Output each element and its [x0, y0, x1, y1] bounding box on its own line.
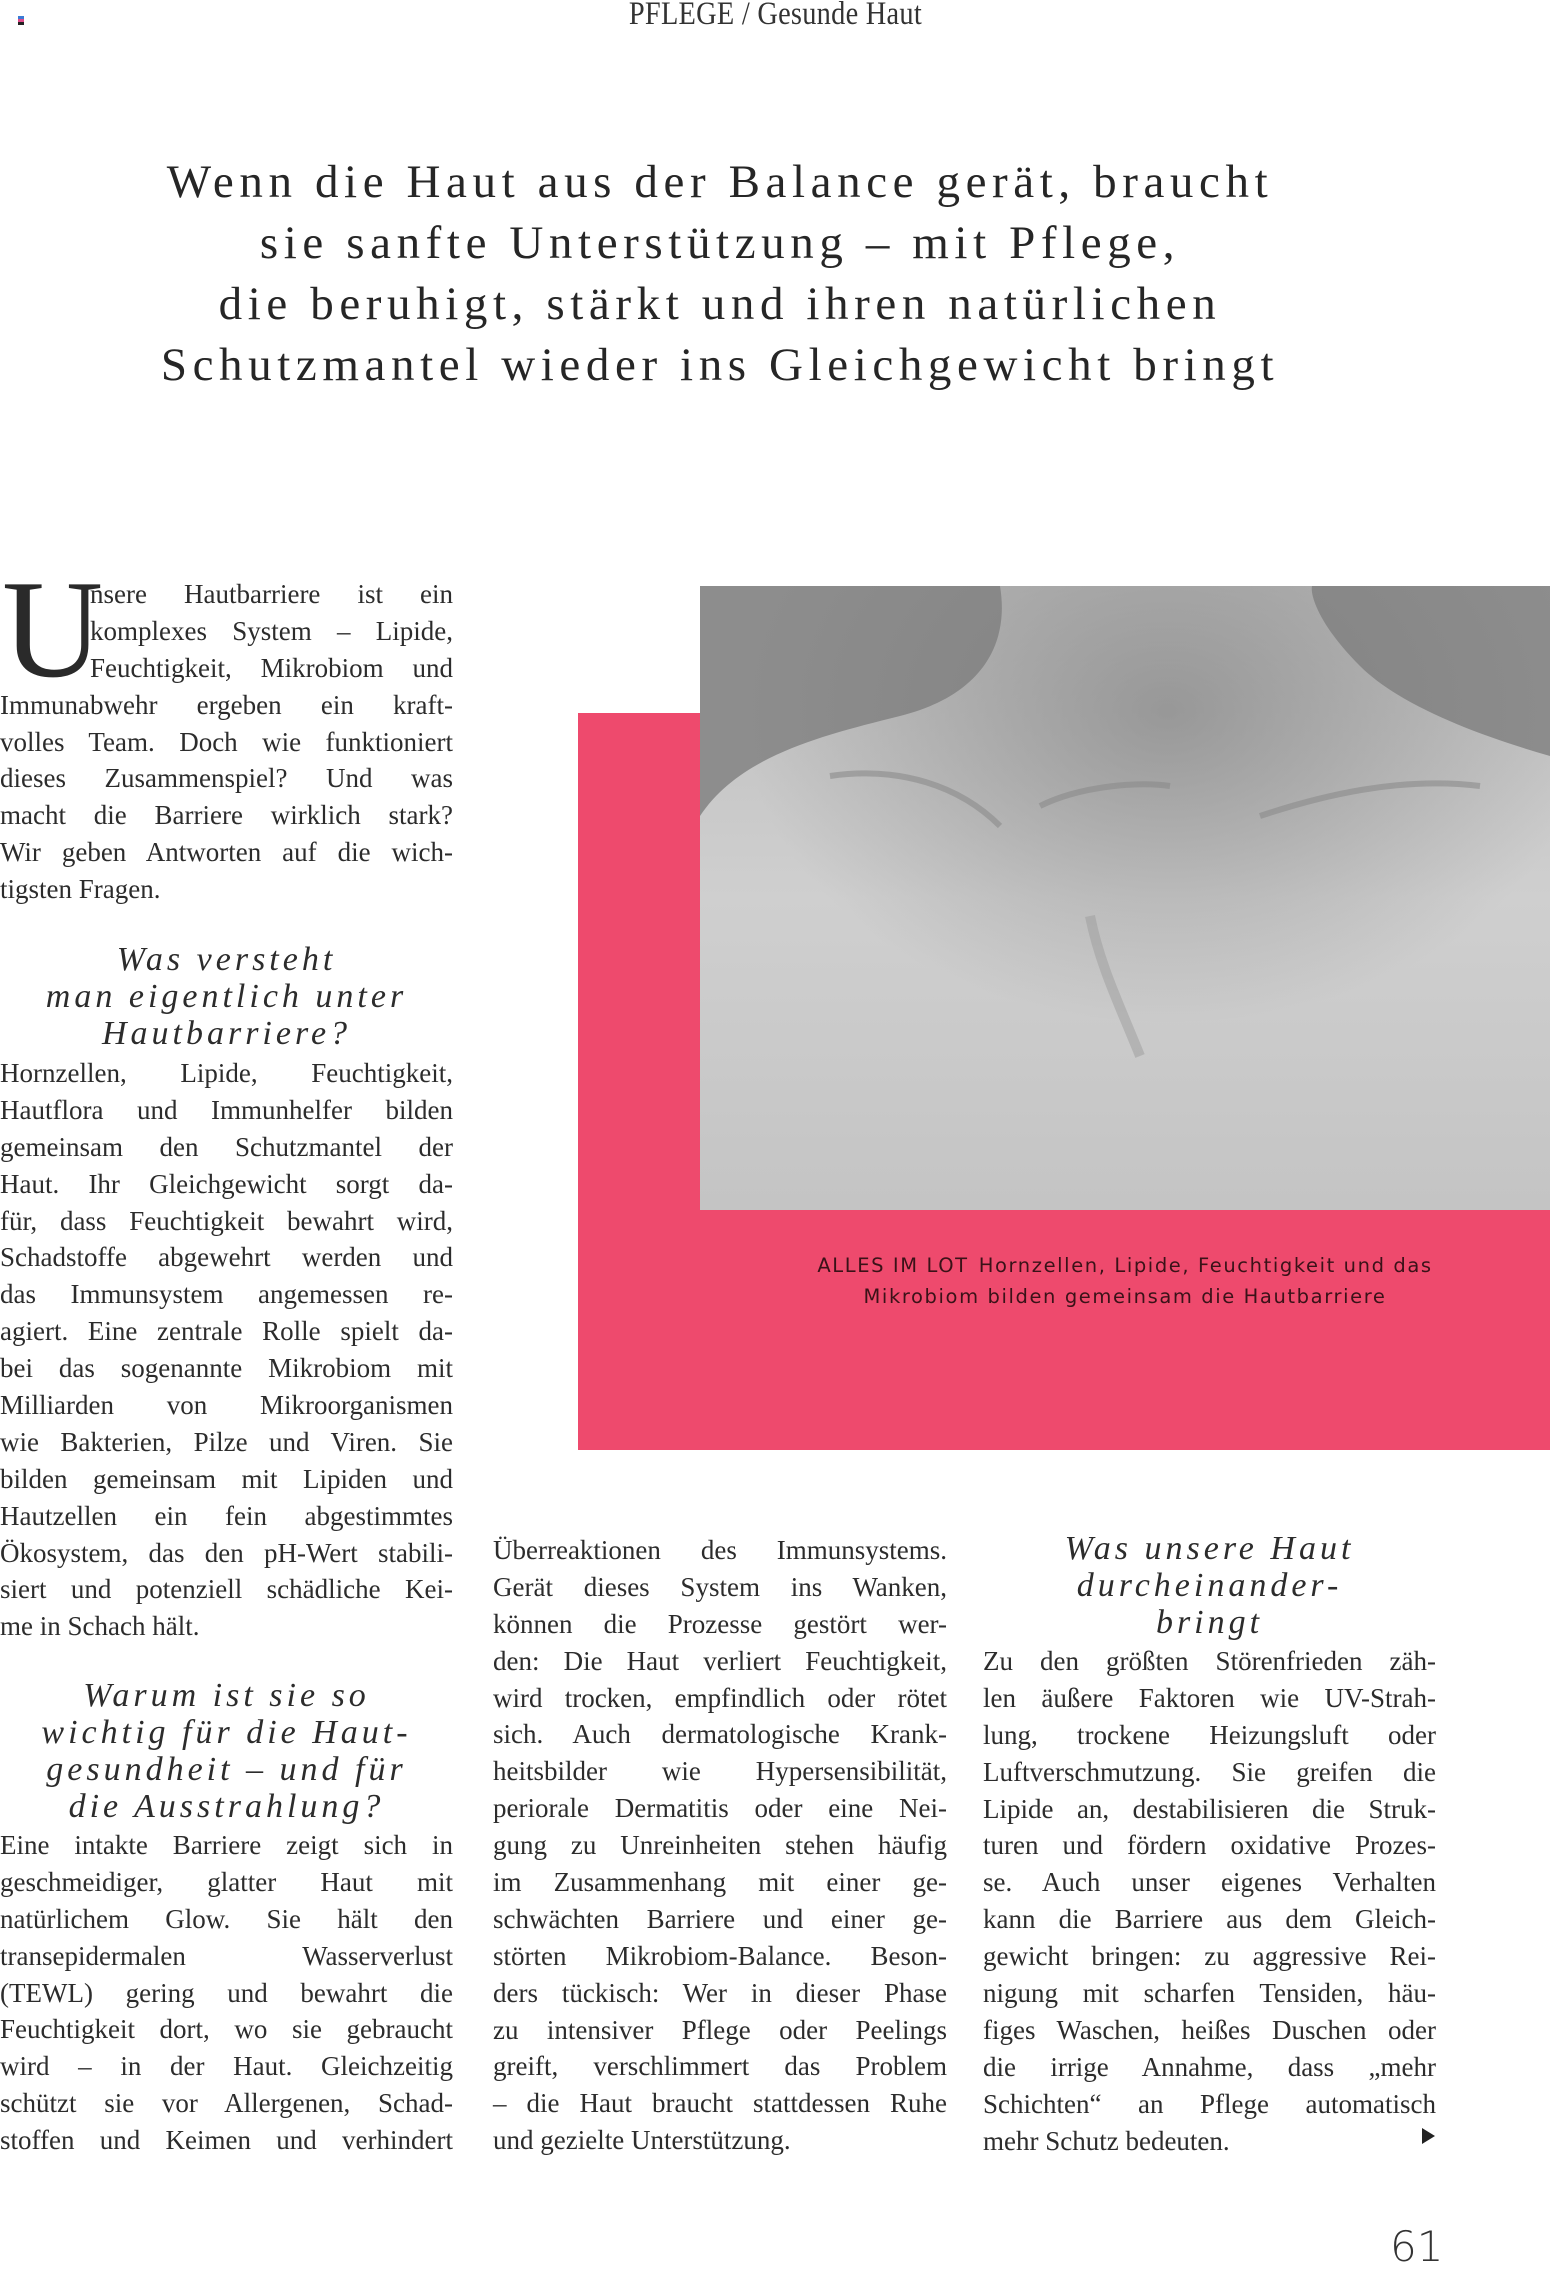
text-line: Hautzellen ein fein abgestimmtes — [0, 1500, 453, 1531]
text-line: Eine intakte Barriere zeigt sich in — [0, 1830, 453, 1860]
text-line: schwächten Barriere und einer ge- — [493, 1903, 947, 1934]
text-line: den: Die Haut verliert Feuchtigkeit, — [493, 1645, 947, 1676]
intro-paragraph — [0, 576, 453, 908]
text-line: me in Schach hält. — [0, 1611, 200, 1642]
text-line: Luftverschmutzung. Sie greifen die — [983, 1756, 1436, 1787]
text-line: stoffen und Keimen und verhindert — [0, 2125, 453, 2156]
text-line: zu intensiver Pflege oder Peelings — [493, 2014, 947, 2045]
headline-line: sie sanfte Unterstützung – mit Pflege, — [259, 217, 1181, 269]
headline-line: Wenn die Haut aus der Balance gerät, braucht — [166, 156, 1274, 208]
text-line: mehr Schutz bedeuten. — [983, 2125, 1230, 2156]
text-line: macht die Barriere wirklich stark? — [0, 800, 453, 831]
text-line: siert und potenziell schädliche Kei- — [0, 1574, 453, 1605]
text-line: transepidermalen Wasserverlust — [0, 1940, 453, 1971]
text-line: bilden gemeinsam mit Lipiden und — [0, 1463, 453, 1494]
text-line: len äußere Faktoren wie UV-Strah- — [983, 1682, 1436, 1713]
text-line: natürlichem Glow. Sie hält den — [0, 1903, 453, 1934]
running-head-text: PFLEGE / Gesunde Haut — [628, 0, 922, 32]
heading-line: durcheinander- — [1076, 1566, 1343, 1604]
text-line: Wir geben Antworten auf die wich- — [0, 837, 453, 868]
heading-line: Was versteht — [116, 941, 337, 978]
text-line: Gerät dieses System ins Wanken, — [493, 1571, 947, 1602]
text-line: ders tückisch: Wer in dieser Phase — [493, 1977, 947, 2008]
continue-arrow-icon — [1422, 2128, 1435, 2144]
section2-paragraph-continued — [493, 1532, 947, 2159]
text-line: wird – in der Haut. Gleichzeitig — [0, 2051, 453, 2082]
headline-line: Schutzmantel wieder ins Gleichgewicht bringt — [160, 339, 1280, 391]
text-line: dieses Zusammenspiel? Und was — [0, 763, 453, 794]
running-head — [0, 0, 1550, 33]
caption-line-2: Mikrobiom bilden gemeinsam die Hautbarriere — [863, 1285, 1387, 1308]
text-line: greift, verschlimmert das Problem — [493, 2051, 947, 2082]
text-line: für, dass Feuchtigkeit bewahrt wird, — [0, 1205, 453, 1236]
text-line: Schadstoffe abgewehrt werden und — [0, 1242, 453, 1273]
text-line: Ökosystem, das den pH-Wert stabili- — [0, 1537, 453, 1568]
text-line: – die Haut braucht stattdessen Ruhe — [493, 2088, 947, 2119]
text-line: periorale Dermatitis oder eine Nei- — [493, 1793, 947, 1824]
section3-paragraph — [983, 1643, 1436, 2159]
text-line: wie Bakterien, Pilze und Viren. Sie — [0, 1426, 453, 1457]
photo-illustration — [700, 586, 1550, 1210]
text-line: können die Prozesse gestört wer- — [493, 1608, 947, 1639]
text-line: agiert. Eine zentrale Rolle spielt da- — [0, 1316, 453, 1347]
headline-line: die beruhigt, stärkt und ihren natürlichen — [218, 278, 1222, 330]
text-line: (TEWL) gering und bewahrt die — [0, 1977, 453, 2008]
caption-kicker: ALLES IM LOT — [817, 1254, 969, 1277]
section2-paragraph — [0, 1827, 453, 2159]
text-line: störten Mikrobiom-Balance. Beson- — [493, 1940, 947, 1971]
text-line: schützt sie vor Allergenen, Schad- — [0, 2088, 453, 2119]
text-line: kann die Barriere aus dem Gleich- — [983, 1904, 1436, 1935]
text-line: Schichten“ an Pflege automatisch — [983, 2088, 1436, 2119]
text-line: Überreaktionen des Immunsystems. — [493, 1535, 947, 1565]
heading-line: gesundheit – und für — [46, 1750, 407, 1788]
headline — [60, 152, 1380, 396]
shoulder-photo — [700, 586, 1550, 1210]
text-line: Hautflora und Immunhelfer bilden — [0, 1094, 453, 1125]
page-number: 61 — [1390, 2222, 1444, 2271]
text-line: Haut. Ihr Gleichgewicht sorgt da- — [0, 1168, 453, 1199]
heading-line: man eigentlich unter — [45, 977, 408, 1015]
text-line: gung zu Unreinheiten stehen häufig — [493, 1830, 947, 1861]
text-line: turen und fördern oxidative Prozes- — [983, 1830, 1436, 1861]
text-line: volles Team. Doch wie funktioniert — [0, 726, 453, 757]
text-line: figes Waschen, heißes Duschen oder — [983, 2014, 1436, 2045]
text-line: Lipide an, destabilisieren die Struk- — [983, 1793, 1436, 1824]
heading-line: Warum ist sie so — [83, 1677, 370, 1714]
text-line: gewicht bringen: zu aggressive Rei- — [983, 1941, 1436, 1972]
text-line: das Immunsystem angemessen re- — [0, 1279, 453, 1310]
text-line: sich. Auch dermatologische Krank- — [493, 1719, 947, 1750]
text-line: tigsten Fragen. — [0, 874, 161, 905]
text-line: nigung mit scharfen Tensiden, häu- — [983, 1978, 1436, 2009]
caption-line-1: Hornzellen, Lipide, Feuchtigkeit und das — [978, 1254, 1433, 1277]
text-line: geschmeidiger, glatter Haut mit — [0, 1866, 453, 1897]
heading-line: die Ausstrahlung? — [68, 1787, 385, 1825]
section1-paragraph — [0, 1055, 453, 1645]
heading-line: Hautbarriere? — [101, 1014, 352, 1052]
text-line: Feuchtigkeit, Mikrobiom und — [90, 652, 453, 683]
text-line: lung, trockene Heizungsluft oder — [983, 1719, 1436, 1750]
text-line: bei das sogenannte Mikrobiom mit — [0, 1353, 453, 1384]
text-line: gemeinsam den Schutzmantel der — [0, 1131, 453, 1162]
text-line: komplexes System – Lipide, — [90, 615, 453, 646]
text-line: im Zusammenhang mit einer ge- — [493, 1867, 947, 1898]
text-line: und gezielte Unterstützung. — [493, 2125, 791, 2156]
photo-caption — [700, 1250, 1550, 1312]
text-line: nsere Hautbarriere ist ein — [90, 579, 453, 609]
text-line: Feuchtigkeit dort, wo sie gebraucht — [0, 2014, 453, 2045]
text-line: die irrige Annahme, dass „mehr — [983, 2051, 1436, 2082]
text-line: se. Auch unser eigenes Verhalten — [983, 1867, 1436, 1898]
text-line: Milliarden von Mikroorganismen — [0, 1390, 453, 1421]
text-line: Hornzellen, Lipide, Feuchtigkeit, — [0, 1058, 453, 1088]
drop-cap: U — [2, 552, 104, 707]
heading-line: Was unsere Haut — [1064, 1530, 1355, 1567]
text-line: Immunabwehr ergeben ein kraft- — [0, 689, 453, 720]
text-line: Zu den größten Störenfrieden zäh- — [983, 1646, 1436, 1676]
section1-heading — [0, 942, 453, 1053]
section3-heading — [983, 1531, 1436, 1642]
heading-line: bringt — [1155, 1603, 1264, 1641]
text-line: wird trocken, empfindlich oder rötet — [493, 1682, 947, 1713]
text-line: heitsbilder wie Hypersensibilität, — [493, 1756, 947, 1787]
section2-heading — [0, 1678, 453, 1826]
heading-line: wichtig für die Haut- — [41, 1713, 412, 1751]
